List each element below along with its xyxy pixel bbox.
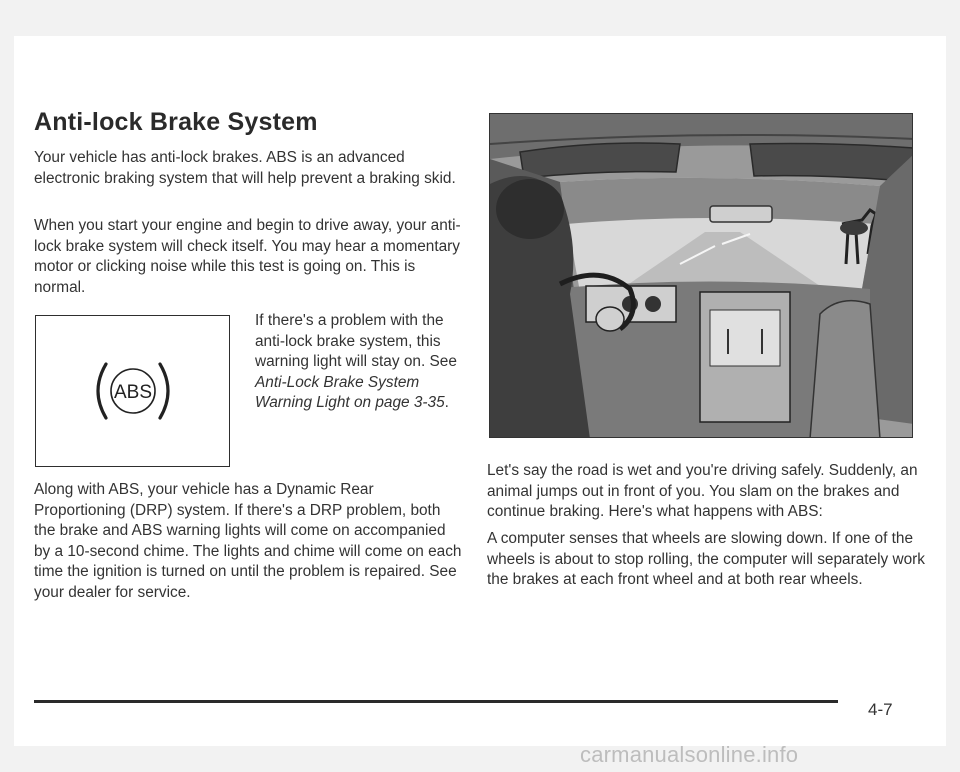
computer-paragraph: A computer senses that wheels are slowing down. If one of the wheels is about to stop rolling, the computer will separately work the brakes at each front wheel and at both rear wheels. [487, 530, 925, 588]
page-number: 4-7 [868, 700, 893, 719]
abs-warning-light-icon [88, 356, 178, 426]
driver-braking-illustration [489, 113, 913, 438]
page-title: Anti-lock Brake System [34, 108, 318, 136]
watermark: carmanualsonline.info [580, 742, 799, 767]
warning-light-end: . [444, 394, 449, 411]
abs-warning-light-box [35, 315, 230, 467]
warning-light-paragraph [255, 311, 465, 414]
warning-light-reference: Anti-Lock Brake System Warning Light on page 3-35 [255, 373, 445, 411]
warning-light-text: If there's a problem with the anti-lock brake system, this warning light will stay on. See [255, 312, 457, 370]
footer-rule [34, 700, 838, 703]
abs-icon-label: ABS [113, 382, 153, 403]
self-check-paragraph: When you start your engine and begin to drive away, your anti-lock brake system will check itself. You may hear a momentary motor or clicking noise while this test is going on. This is normal. [34, 217, 461, 296]
driver-braking-for-animal-illustration [490, 114, 913, 438]
intro-paragraph: Your vehicle has anti-lock brakes. ABS is an advanced electronic braking system that will help prevent a braking skid. [34, 149, 456, 187]
drp-paragraph: Along with ABS, your vehicle has a Dynamic Rear Proportioning (DRP) system. If there's a DRP problem, both the brake and ABS warning lights will come on accompanied by a 10-second chime. The lights and chime will come on each time the ignition is turned on until the problem is repaired. See your dealer for service. [34, 481, 462, 601]
scenario-paragraph: Let's say the road is wet and you're driving safely. Suddenly, an animal jumps out in front of you. You slam on the brakes and continue braking. Here's what happens with ABS: [487, 462, 918, 520]
